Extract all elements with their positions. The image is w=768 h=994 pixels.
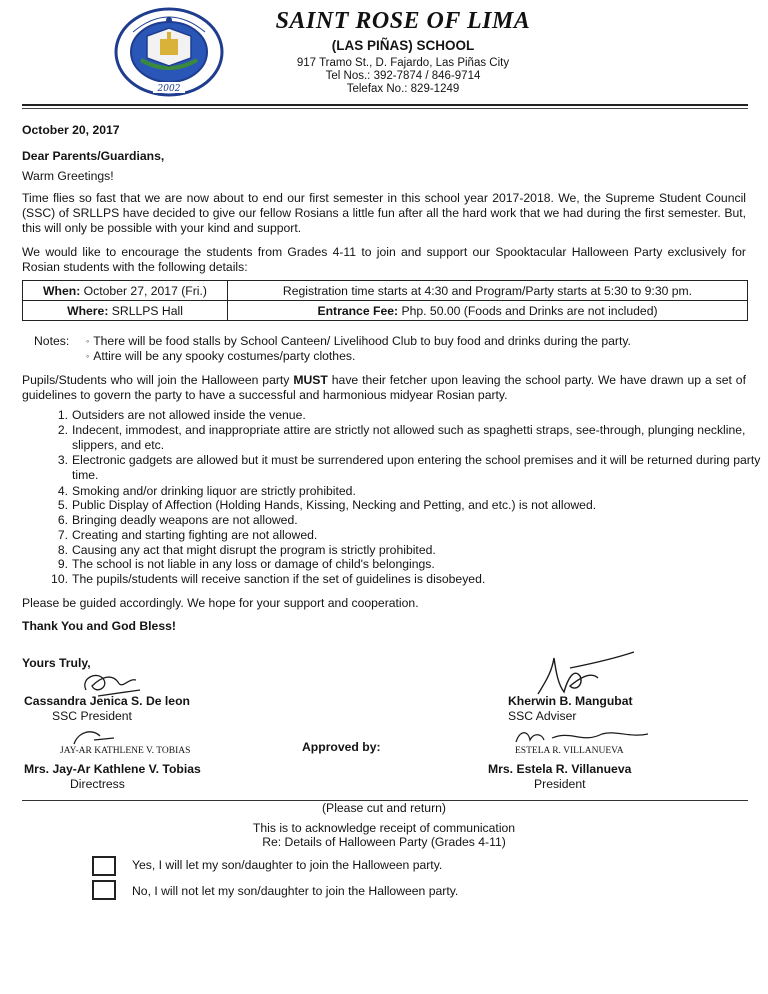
guideline-text: The school is not liable in any loss or damage of child's belongings. <box>72 557 435 571</box>
para3-text-b: have their fetcher upon leaving the school party. We have drawn up a set of guidelines to govern the party to have a successful and harmonious midyear Rosian party. <box>22 373 746 402</box>
school-president-name: Mrs. Estela R. Villanueva <box>488 762 632 776</box>
guideline-text: Outsiders are not allowed inside the venue. <box>72 408 306 422</box>
table-row <box>23 301 748 321</box>
directress-role: Directress <box>70 777 125 791</box>
guideline-text: Public Display of Affection (Holding Hands, Kissing, Necking and Petting, and etc.) is not allowed. <box>72 498 597 512</box>
president-name: Cassandra Jenica S. De leon <box>24 694 190 708</box>
bullet-icon: ◦ <box>86 336 90 346</box>
school-president-stamp: ESTELA R. VILLANUEVA <box>515 746 624 756</box>
letter-paragraph-2: We would like to encourage the students from Grades 4-11 to join and support our Spooktacular Halloween Party exclusively for Rosian students with the following details: <box>22 245 746 274</box>
guideline-text: Smoking and/or drinking liquor are strictly prohibited. <box>72 484 356 498</box>
notes-label: Notes: <box>34 334 70 348</box>
closing-line: Please be guided accordingly. We hope for your support and cooperation. <box>22 596 419 610</box>
school-telefax: Telefax No.: 829-1249 <box>346 83 460 95</box>
school-address: 917 Tramo St., D. Fajardo, Las Piñas City <box>296 57 510 69</box>
header-divider <box>22 104 748 106</box>
note-item <box>86 349 355 364</box>
where-cell <box>23 301 228 321</box>
adviser-role: SSC Adviser <box>508 709 577 723</box>
header-divider-thin <box>22 108 748 109</box>
table-row <box>23 281 748 301</box>
letter-paragraph-1: Time flies so fast that we are now about to end our first semester in this school year 2017-2018. We, the Supreme Student Council (SSC) of SRLLPS have decided to give our fellow Rosians a little fun after all the hard work that we had during the first semester. But, this will only be possible with your kind and support. <box>22 191 746 235</box>
yes-checkbox[interactable] <box>92 856 116 876</box>
acknowledge-line-1: This is to acknowledge receipt of communication <box>252 821 516 835</box>
president-role: SSC President <box>52 709 132 723</box>
para3-must: MUST <box>293 373 328 387</box>
guideline-text: Bringing deadly weapons are not allowed. <box>72 513 298 527</box>
note-item <box>86 334 631 349</box>
letter-date: October 20, 2017 <box>22 123 120 137</box>
yes-option-label: Yes, I will let my son/daughter to join the Halloween party. <box>132 858 443 872</box>
letter-salutation: Dear Parents/Guardians, <box>22 149 165 163</box>
logo-year: 2002 <box>157 84 181 94</box>
para3-text-a: Pupils/Students who will join the Halloween party <box>22 373 290 387</box>
guideline-text: Electronic gadgets are allowed but it must be surrendered upon entering the school premises and it will be returned during party time. <box>72 453 761 482</box>
directress-name: Mrs. Jay-Ar Kathlene V. Tobias <box>24 762 201 776</box>
school-name: SAINT ROSE OF LIMA <box>275 8 531 34</box>
when-cell <box>23 281 228 301</box>
event-details-table <box>22 280 748 321</box>
no-checkbox[interactable] <box>92 880 116 900</box>
note-text: Attire will be any spooky costumes/party clothes. <box>93 349 356 363</box>
when-value: October 27, 2017 (Fri.) <box>83 283 207 298</box>
guideline-text: Causing any act that might disrupt the program is strictly prohibited. <box>72 543 436 557</box>
approved-by-label: Approved by: <box>302 740 381 754</box>
letter-paragraph-3 <box>22 373 746 403</box>
school-subtitle: (LAS PIÑAS) SCHOOL <box>331 38 475 53</box>
school-logo <box>113 6 225 98</box>
fee-value: Php. 50.00 (Foods and Drinks are not included) <box>401 303 658 318</box>
acknowledge-line-2: Re: Details of Halloween Party (Grades 4-11) <box>262 835 506 849</box>
closing-blessing: Thank You and God Bless! <box>22 619 176 633</box>
guideline-text: Creating and starting fighting are not allowed. <box>72 528 318 542</box>
guideline-text: The pupils/students will receive sanction if the set of guidelines is disobeyed. <box>72 572 486 586</box>
signature-scribble-directress <box>70 726 120 748</box>
fee-cell <box>228 301 748 321</box>
signature-scribble-school-president <box>512 726 652 748</box>
cut-instruction: (Please cut and return) <box>322 801 446 815</box>
letter-greeting: Warm Greetings! <box>22 169 114 183</box>
guideline-text: Indecent, immodest, and inappropriate attire are strictly not allowed such as spaghetti straps, see-through, plunging neckline, slippers, and etc. <box>72 423 746 452</box>
when-label: When: <box>43 283 81 298</box>
where-label: Where: <box>67 303 109 318</box>
letter-page: 2002 SAINT ROSE OF LIMA (LAS PIÑAS) SCHOOL 917 Tramo St., D. Fajardo, Las Piñas City Tel Nos.: 392-7874 / 846-9714 Telefax No.: 829-1249 October 20, 2017 Dear Parents/Guardians, Warm Greetings! Time flies so fast that we are now about to end our first semester in this school year 2017-2018. We, the Supreme Student Council (SSC) of SRLLPS have decided to give our fellow Rosians a little fun after all the hard work that we had during the first semester. But, this will only be possible with your kind and support. We would like to encourage the students from Grades 4-11 to join and support our Spooktacular Halloween Party exclusively for Rosian students with the following details: When: October 27, 2017 (Fri.) Registration time starts at 4:30 and Program/Party starts at 5:30 to 9:30 pm. Where: SRLLPS Hall Entrance Fee: Php. 50.00 (Foods and Drinks are not included) Notes: ◦ There will be food stalls by School Canteen/ Livelihood Club to buy food and drinks during the party. ◦ Attire will be any spooky costumes/party clothes. Pupils/Students who will join the Halloween party MUST have their fetcher upon leaving the school party. We have drawn up a set of guidelines to govern the party to have a successful and harmonious midyear Rosian party. 1. Outsiders are not allowed inside the venue. 2. Indecent, immodest, and inappropriate attire are strictly not allowed such as spaghetti straps, see-through, plunging neckline, slippers, and etc. 3. Electronic gadgets are allowed but it must be surrendered upon entering the school premises and it will be returned during party time. 4. Smoking and/or drinking liquor are strictly prohibited. 5. Public Display of Affection (Holding Hands, Kissing, Necking and Petting, and etc.) is not allowed. 6. Bringing deadly weapons are not allowed. 7. Creating and starting fighting are not allowed. 8. Causing any act that might disrupt the program is strictly prohibited. 9. The school is not liable in any loss or damage of child's belongings. 10. The pupils/students will receive sanction if the set of guidelines is disobeyed. Please be guided accordingly. We hope for your support and cooperation. Thank You and God Bless! Yours Truly, Cassandra Jenica S. De leon SSC President Kherwin B. Mangubat SSC Adviser Approved by: JAY-AR KATHLENE V. TOBIAS Mrs. Jay-Ar Kathlene V. Tobias Directress ESTELA R. VILLANUEVA Mrs. Estela R. Villanueva President (Please cut and return) This is to acknowledge receipt of communication Re: Details of Halloween Party (Grades 4-11) Yes, I will let my son/daughter to join the Halloween party. No, I will not let my son/daughter to join the Halloween party. <box>0 0 768 994</box>
school-president-role: President <box>534 777 586 791</box>
no-option-label: No, I will not let my son/daughter to join the Halloween party. <box>132 884 459 898</box>
fee-label: Entrance Fee: <box>317 303 399 318</box>
school-tel: Tel Nos.: 392-7874 / 846-9714 <box>325 70 481 82</box>
directress-stamp: JAY-AR KATHLENE V. TOBIAS <box>60 746 191 756</box>
note-text: There will be food stalls by School Canteen/ Livelihood Club to buy food and drinks during the party. <box>93 334 631 348</box>
where-value: SRLLPS Hall <box>111 303 183 318</box>
bullet-icon: ◦ <box>86 351 90 361</box>
yours-truly: Yours Truly, <box>22 656 91 670</box>
adviser-name: Kherwin B. Mangubat <box>508 694 633 708</box>
schedule-cell: Registration time starts at 4:30 and Program/Party starts at 5:30 to 9:30 pm. <box>228 281 748 301</box>
